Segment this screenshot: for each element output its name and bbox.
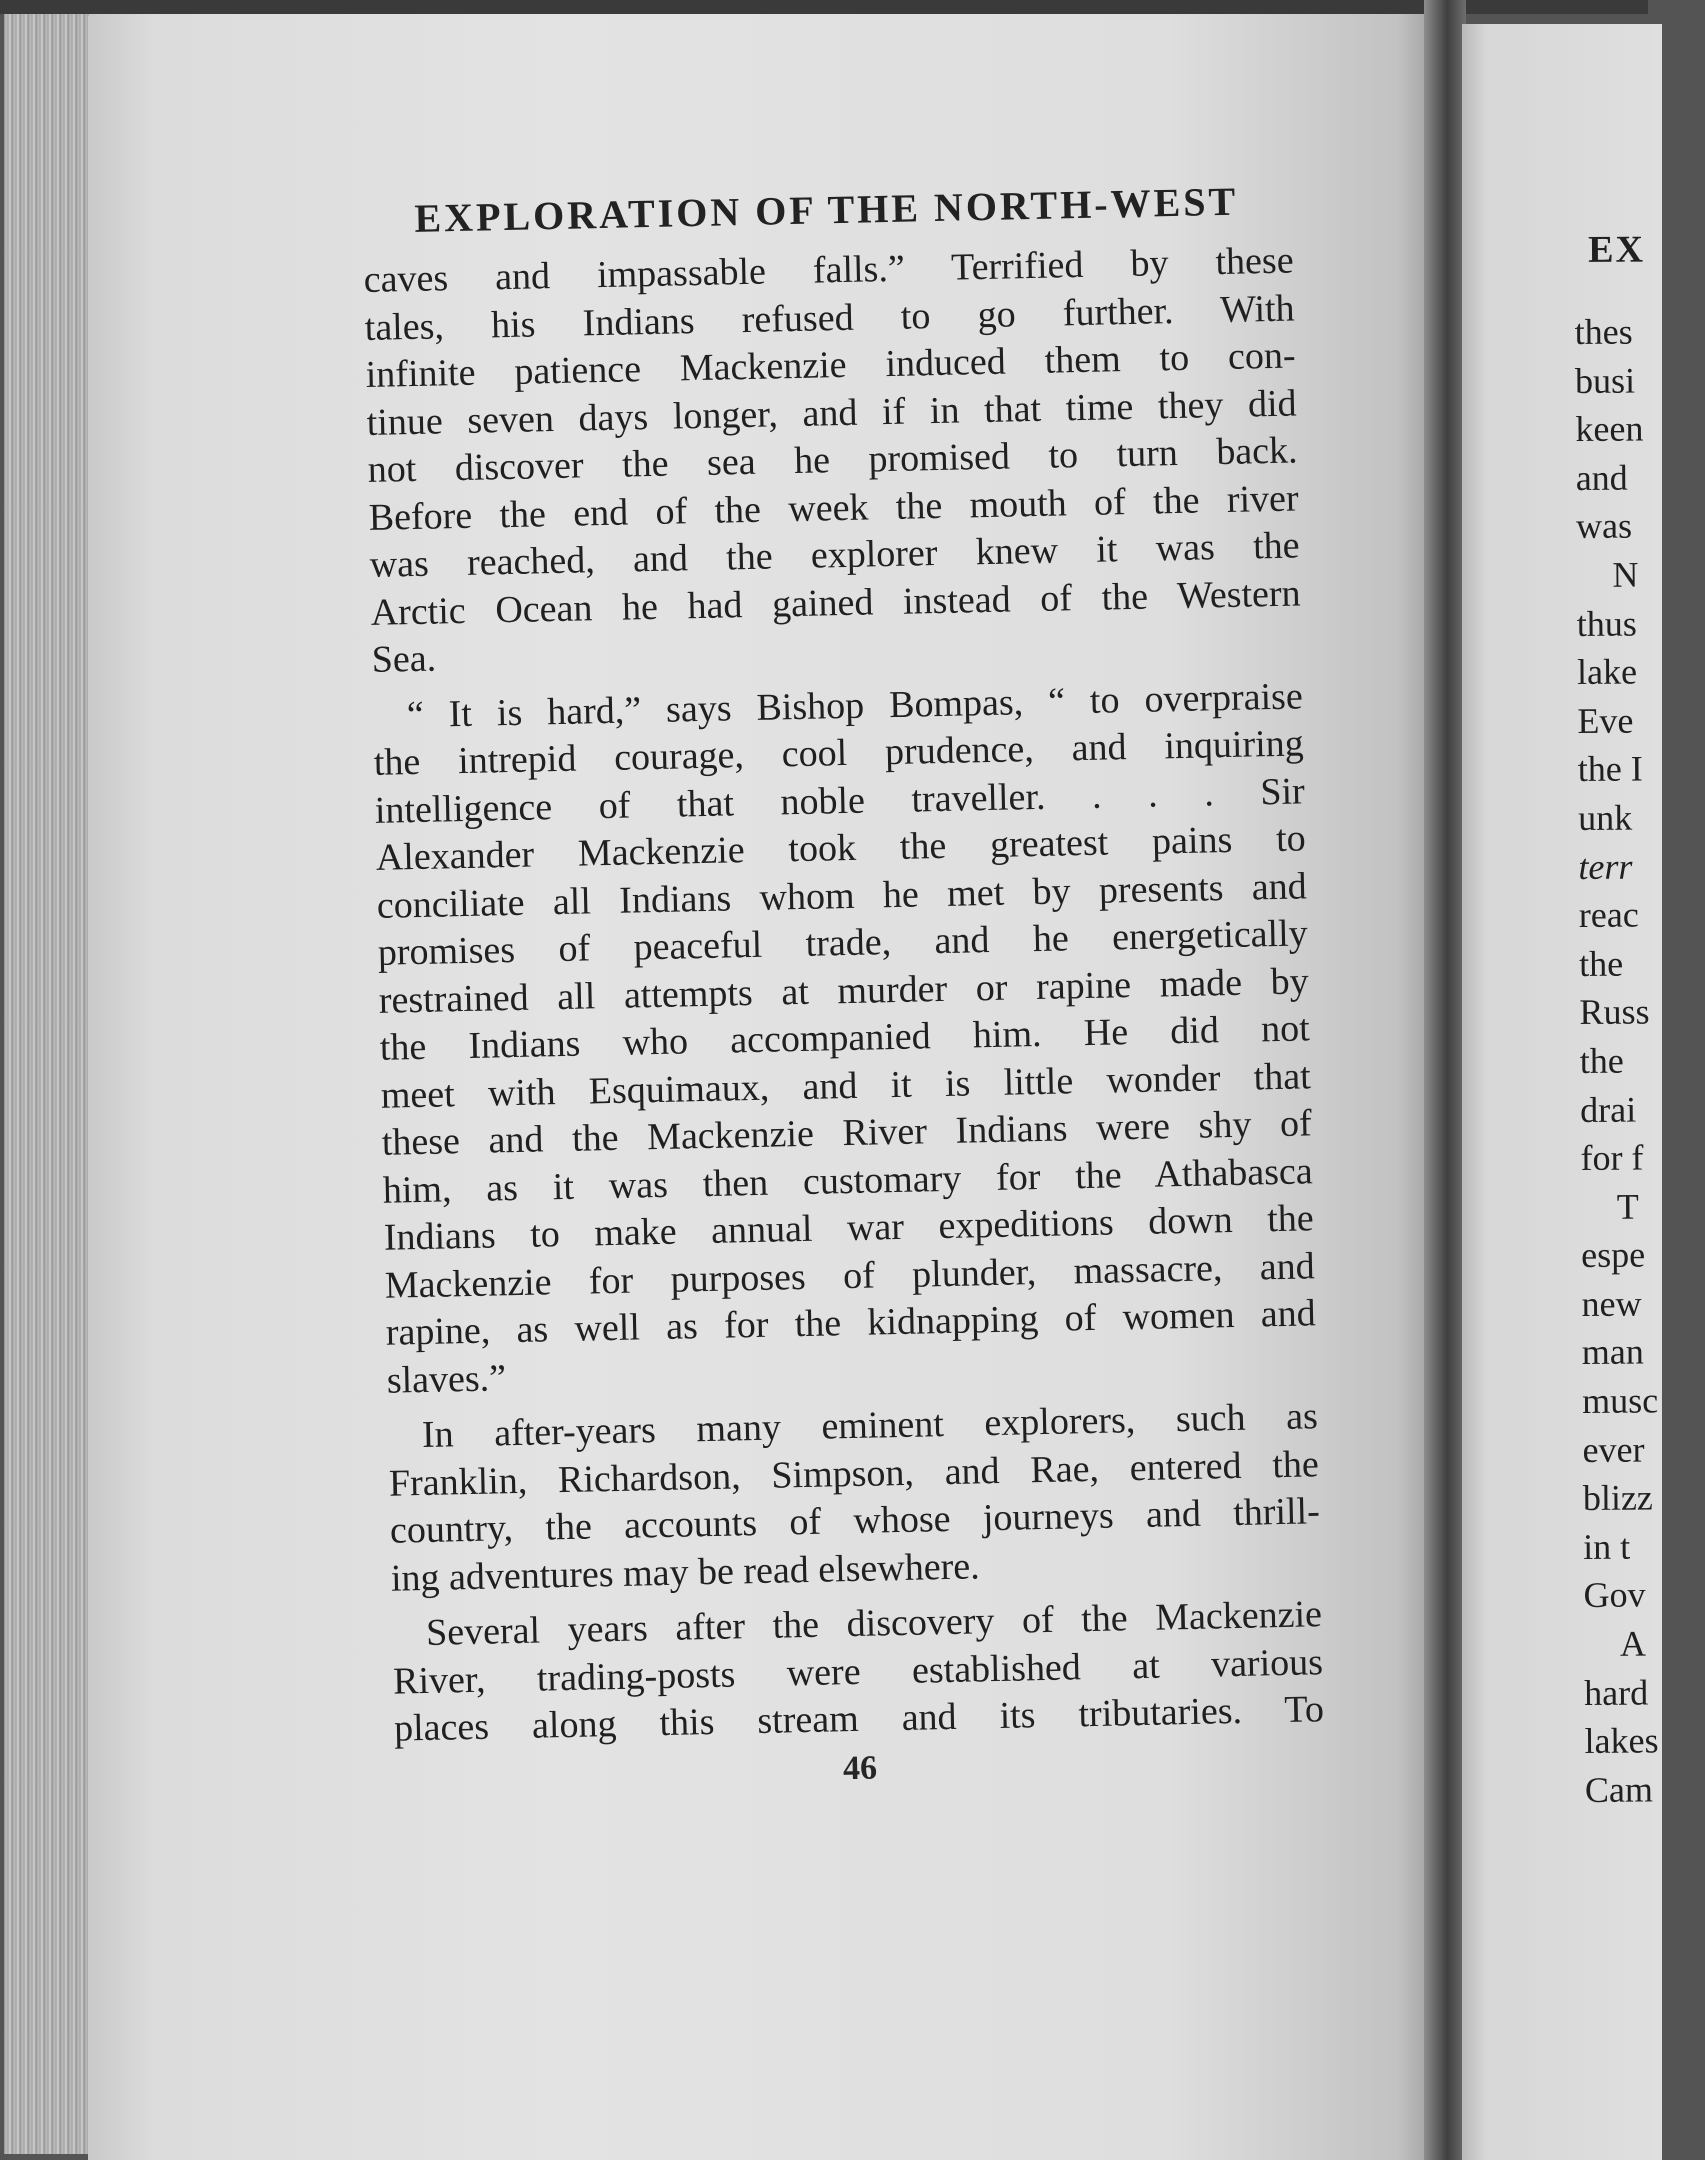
text-line: hard: [1584, 1672, 1649, 1713]
paragraph-3: [387, 1393, 1321, 1602]
text-line: musc: [1582, 1380, 1659, 1422]
left-page-text: [362, 177, 1325, 1798]
text-line: new: [1581, 1283, 1642, 1324]
text-line: drai: [1580, 1089, 1637, 1130]
text-line: Several years after the discovery of the Mackenzie: [425, 1593, 1323, 1654]
text-line: lake: [1576, 651, 1638, 693]
text-line: slaves.”: [386, 1356, 507, 1402]
text-line: not discover the sea he promised to turn back.: [367, 429, 1298, 491]
text-line: the: [1579, 1040, 1624, 1081]
text-line: was reached, and the explorer knew it was the: [369, 524, 1300, 586]
text-line: Alexander Mackenzie took the greatest pains to: [375, 817, 1307, 879]
text-line: Cam: [1584, 1769, 1654, 1810]
text-line: tinue seven days longer, and if in that time they did: [366, 381, 1297, 444]
text-line: In after-years many eminent explorers, such as: [421, 1395, 1319, 1457]
text-line: Sea.: [371, 637, 437, 681]
text-line: promises of peaceful trade, and he energetically: [377, 912, 1309, 974]
text-line: Before the end of the week the mouth of the river: [368, 476, 1299, 539]
text-line: Eve: [1577, 700, 1634, 741]
text-line: blizz: [1582, 1477, 1653, 1519]
page-number: 46: [842, 1749, 878, 1787]
text-line: infinite patience Mackenzie induced them to con-: [365, 334, 1296, 396]
text-line: A: [1619, 1623, 1647, 1664]
text-line: and: [1575, 457, 1628, 498]
paragraph-2: [372, 673, 1317, 1405]
text-line: T: [1616, 1186, 1639, 1227]
paragraph-4: [392, 1591, 1325, 1753]
text-line: Franklin, Richardson, Simpson, and Rae, entered the: [388, 1442, 1320, 1505]
top-edge: [0, 0, 1648, 14]
text-line: busi: [1574, 360, 1636, 401]
text-line: places along this stream and its tributaries. To: [393, 1688, 1325, 1750]
text-line: for f: [1580, 1137, 1644, 1179]
text-line: the: [1578, 943, 1624, 984]
text-line: River, trading-posts were established at various: [392, 1640, 1324, 1703]
text-line: in t: [1583, 1526, 1631, 1567]
text-line: rapine, as well as for the kidnapping of women and: [385, 1292, 1317, 1354]
text-line: country, the accounts of whose journeys and thrill-: [389, 1490, 1321, 1552]
text-line: “ It is hard,” says Bishop Bompas, “ to overpraise: [406, 674, 1304, 736]
text-line: thes: [1574, 311, 1633, 352]
text-line: unk: [1577, 797, 1633, 838]
text-line: reac: [1578, 894, 1639, 936]
text-line: lakes: [1584, 1720, 1659, 1762]
text-line: terr: [1578, 846, 1633, 887]
text-line: was: [1575, 505, 1633, 547]
paragraph-1: [363, 238, 1302, 685]
text-line: Mackenzie for purposes of plunder, massacre, and: [384, 1244, 1316, 1307]
text-line: Indians to make annual war expeditions down the: [383, 1197, 1315, 1259]
text-line: Russ: [1579, 991, 1650, 1033]
text-line: thus: [1576, 603, 1637, 644]
text-line: conciliate all Indians whom he met by presents and: [376, 864, 1308, 927]
text-line: the Indians who accompanied him. He did not: [379, 1007, 1311, 1069]
text-line: ing adventures may be read elsewhere.: [390, 1544, 981, 1600]
text-line: intelligence of that noble traveller. . . . Sir: [374, 769, 1306, 832]
running-head: EXPLORATION OF THE NORTH-WEST: [414, 178, 1239, 241]
text-line: tales, his Indians refused to go further. With: [364, 286, 1295, 349]
text-line: Arctic Ocean he had gained instead of the Western: [370, 571, 1301, 634]
text-line: the I: [1577, 748, 1643, 790]
text-line: restrained all attempts at murder or rapine made by: [378, 959, 1310, 1022]
text-line: the intrepid courage, cool prudence, and inquiring: [373, 722, 1305, 784]
text-line: espe: [1581, 1234, 1646, 1276]
text-line: keen: [1575, 408, 1644, 450]
text-line: Gov: [1583, 1574, 1646, 1616]
book-gutter: [1424, 0, 1466, 2160]
right-running-head: EX: [1588, 228, 1646, 271]
text-line: these and the Mackenzie River Indians were shy of: [381, 1102, 1313, 1164]
text-line: ever: [1582, 1429, 1645, 1470]
text-line: him, as it was then customary for the Athabasca: [382, 1149, 1314, 1212]
right-page-text: [1574, 227, 1705, 1814]
text-line: caves and impassable falls.” Terrified by these: [363, 239, 1294, 301]
text-line: N: [1612, 554, 1639, 595]
text-line: man: [1581, 1332, 1644, 1373]
text-line: meet with Esquimaux, and it is little wonder that: [380, 1054, 1312, 1117]
